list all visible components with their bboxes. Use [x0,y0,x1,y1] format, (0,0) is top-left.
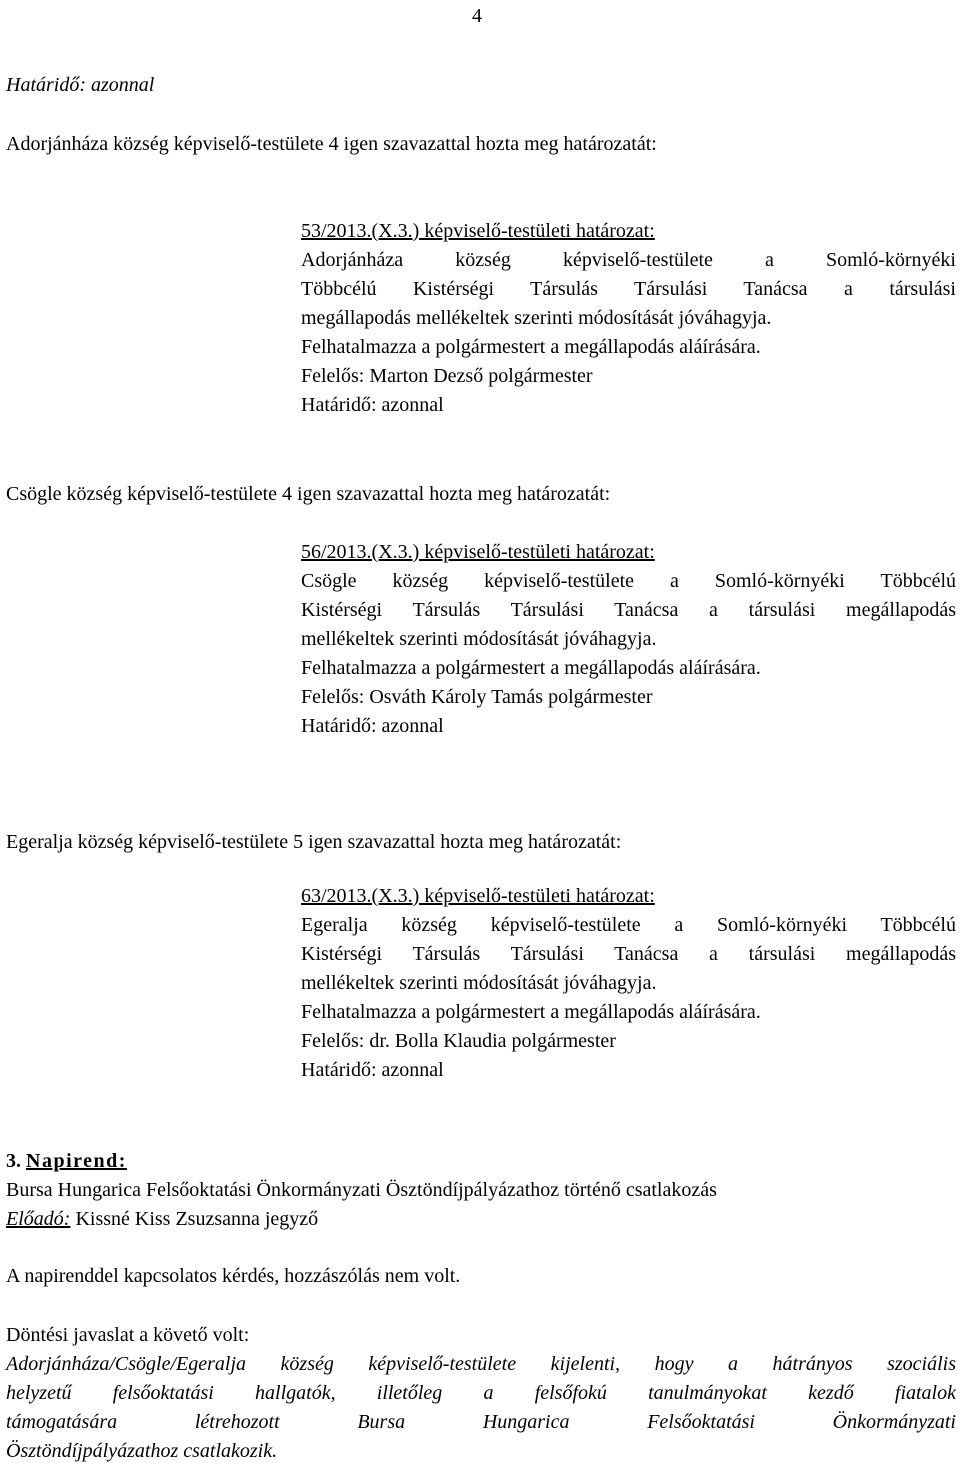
resolution-authorization: Felhatalmazza a polgármestert a megállapodás aláírására. [301,336,761,358]
resolution-body-line: Adorjánháza község képviselő-testülete a Somló-környéki [301,249,956,271]
agenda-heading [6,1147,956,1176]
resolution-body-line: Kistérségi Társulás Társulási Tanácsa a társulási megállapodás [301,599,956,621]
agenda-item-3 [6,1147,956,1234]
proposal-heading: Döntési javaslat a követő volt: [6,1324,250,1346]
presenter-label: Előadó: [6,1208,71,1230]
vote-line-adorjanhaza: Adorjánháza község képviselő-testülete 4 igen szavazattal hozta meg határozatát: [6,133,657,155]
agenda-subject: Bursa Hungarica Felsőoktatási Önkormányzati Ösztöndíjpályázathoz történő csatlakozás [6,1179,717,1201]
resolution-responsible: Felelős: Marton Dezső polgármester [301,365,593,387]
resolution-title: 53/2013.(X.3.) képviselő-testületi határozat: [301,220,655,242]
proposal-line: Ösztöndíjpályázathoz csatlakozik. [6,1440,278,1462]
agenda-proposal [6,1321,956,1466]
agenda-discussion: A napirenddel kapcsolatos kérdés, hozzászólás nem volt. [6,1265,461,1287]
resolution-deadline: Határidő: azonnal [301,1059,444,1081]
resolution-body-line: mellékeltek szerinti módosítását jóváhagyja. [301,628,657,650]
intro-deadline: Határidő: azonnal [6,74,155,96]
resolution-53 [301,217,956,420]
page-number: 4 [472,5,482,27]
agenda-number: 3. [6,1150,21,1172]
resolution-body-line: Csögle község képviselő-testülete a Somló-környéki Többcélú [301,570,956,592]
resolution-authorization: Felhatalmazza a polgármestert a megállapodás aláírására. [301,657,761,679]
resolution-body-line: Egeralja község képviselő-testülete a Somló-környéki Többcélú [301,914,956,936]
resolution-authorization: Felhatalmazza a polgármestert a megállapodás aláírására. [301,1001,761,1023]
resolution-body-line: megállapodás mellékeltek szerinti módosítását jóváhagyja. [301,307,772,329]
resolution-63 [301,882,956,1085]
resolution-body-line: Többcélú Kistérségi Társulás Társulási Tanácsa a társulási [301,278,956,300]
resolution-body-line: mellékeltek szerinti módosítását jóváhagyja. [301,972,657,994]
resolution-title: 63/2013.(X.3.) képviselő-testületi határozat: [301,885,655,907]
resolution-deadline: Határidő: azonnal [301,715,444,737]
resolution-56 [301,538,956,741]
resolution-responsible: Felelős: Osváth Károly Tamás polgármester [301,686,653,708]
presenter-name: Kissné Kiss Zsuzsanna jegyző [75,1208,319,1230]
agenda-presenter [6,1205,956,1234]
resolution-body-line: Kistérségi Társulás Társulási Tanácsa a társulási megállapodás [301,943,956,965]
vote-line-egeralja: Egeralja község képviselő-testülete 5 igen szavazattal hozta meg határozatát: [6,831,622,853]
proposal-line: Adorjánháza/Csögle/Egeralja község képviselő-testülete kijelenti, hogy a hátrányos szociális [6,1353,956,1375]
resolution-title: 56/2013.(X.3.) képviselő-testületi határozat: [301,541,655,563]
resolution-responsible: Felelős: dr. Bolla Klaudia polgármester [301,1030,616,1052]
proposal-line: támogatására létrehozott Bursa Hungarica Felsőoktatási Önkormányzati [6,1411,956,1433]
vote-line-csogle: Csögle község képviselő-testülete 4 igen szavazattal hozta meg határozatát: [6,483,611,505]
resolution-deadline: Határidő: azonnal [301,394,444,416]
agenda-label: Napirend: [26,1150,127,1172]
proposal-line: helyzetű felsőoktatási hallgatók, illetőleg a felsőfokú tanulmányokat kezdő fiatalok [6,1382,956,1404]
